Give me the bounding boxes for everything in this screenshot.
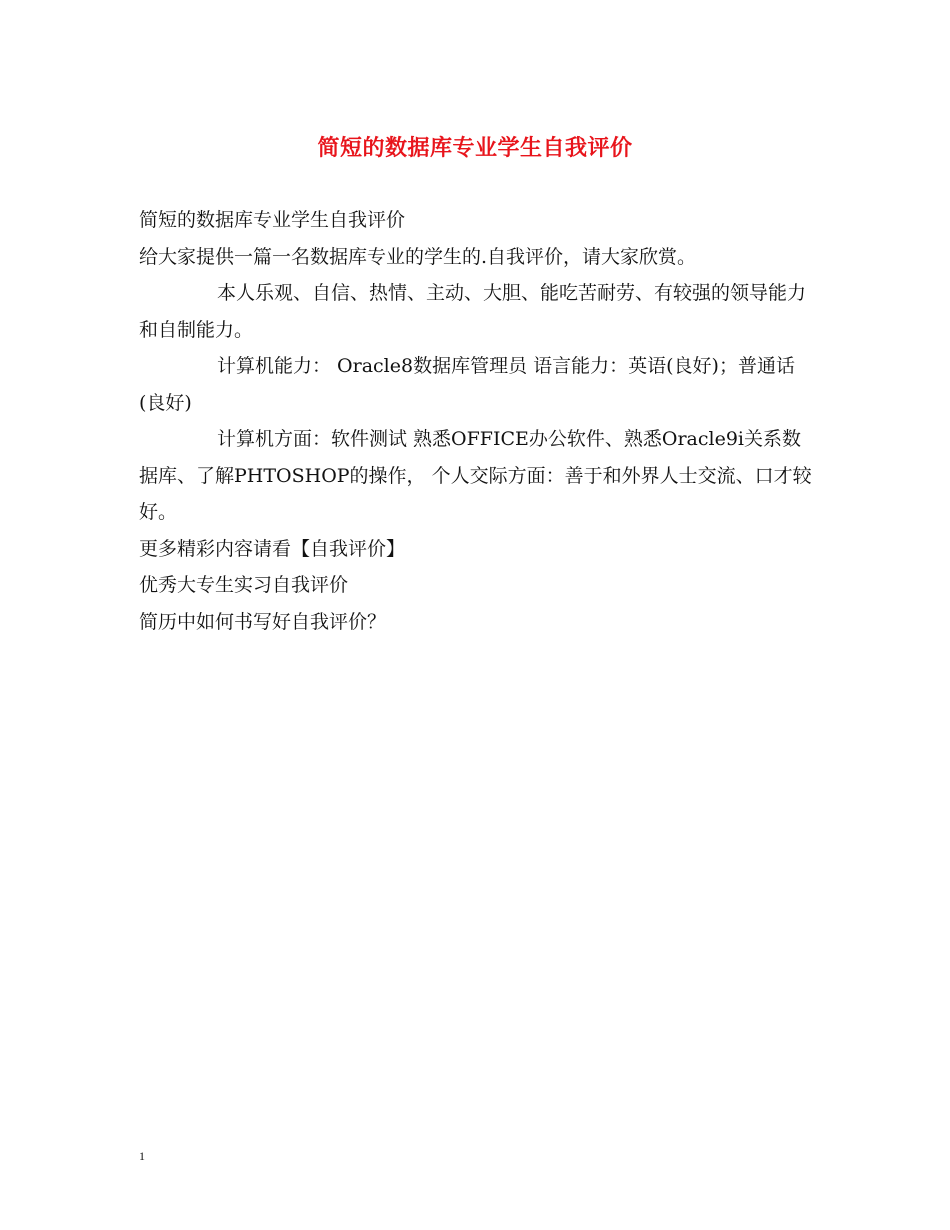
link-related-article-1[interactable]: 优秀大专生实习自我评价 <box>139 574 349 596</box>
paragraph-subtitle: 简短的数据库专业学生自我评价 <box>139 209 406 231</box>
link-more-content[interactable]: 更多精彩内容请看【自我评价】 <box>139 537 406 560</box>
document-title: 简短的数据库专业学生自我评价 <box>317 135 633 161</box>
link-related-article-2[interactable]: 简历中如何书写好自我评价？ <box>139 610 387 633</box>
document-body <box>139 202 819 640</box>
paragraph-personality: 本人乐观、自信、热情、主动、大胆、能吃苦耐劳、有较强的领导能力和自制能力。 <box>139 282 807 341</box>
paragraph-intro: 给大家提供一篇一名数据库专业的学生的.自我评价，请大家欣赏。 <box>139 245 697 268</box>
page-number: 1 <box>139 1149 145 1163</box>
paragraph-skills: 计算机能力： Oracle8数据库管理员 语言能力：英语(良好)；普通话(良好) <box>139 355 795 414</box>
paragraph-computer: 计算机方面：软件测试 熟悉OFFICE办公软件、熟悉Oracle9i关系数据库、了解PHTOSHOP的操作， 个人交际方面：善于和外界人士交流、口才较好。 <box>139 428 812 523</box>
